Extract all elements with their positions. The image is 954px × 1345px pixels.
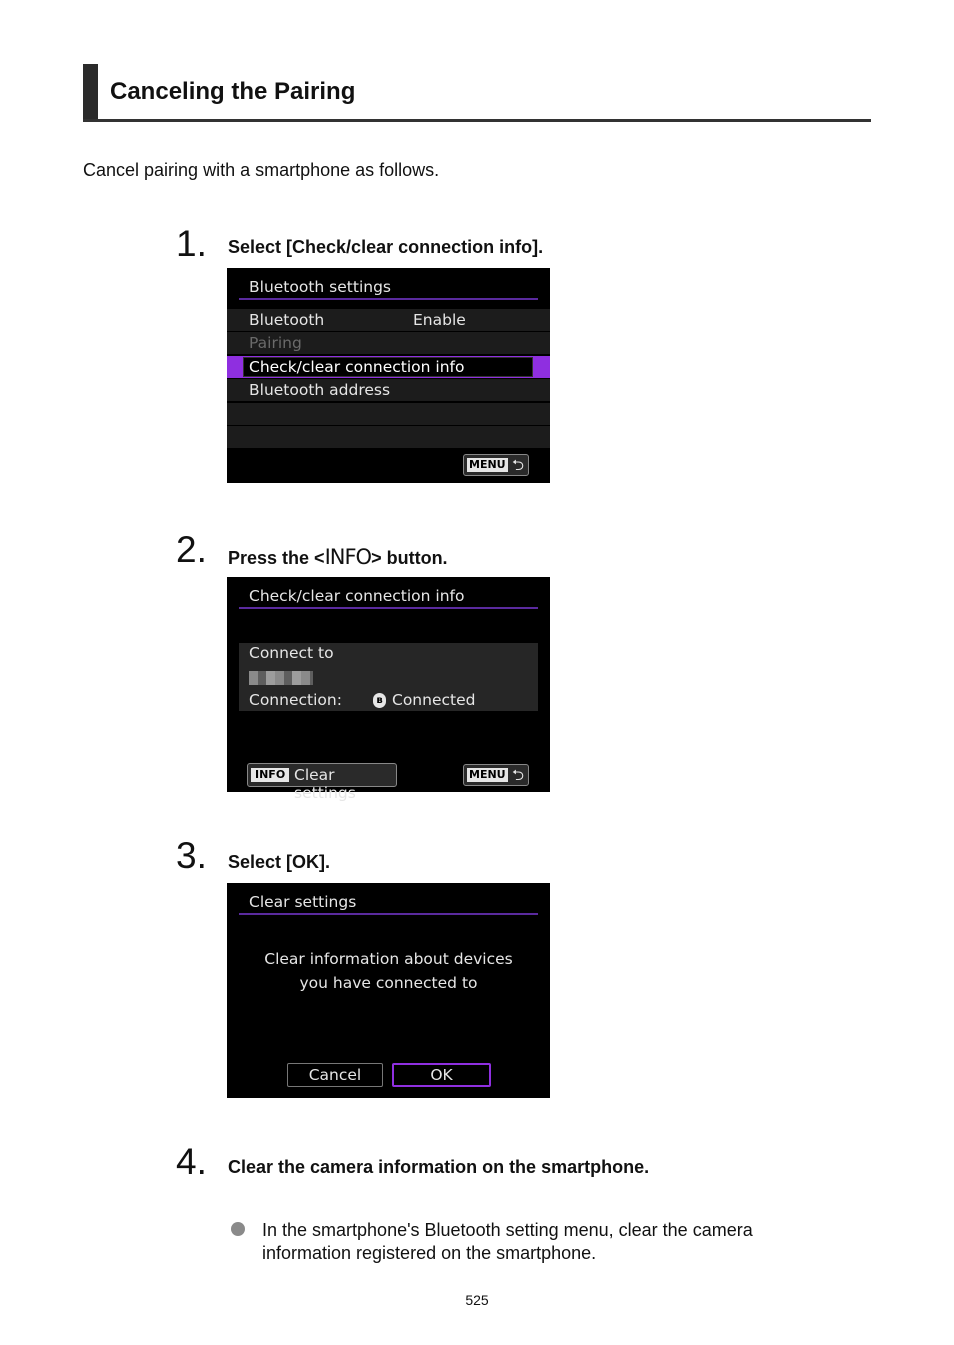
info-tag: INFO (251, 768, 289, 782)
info-clear-settings-button[interactable] (247, 763, 397, 802)
return-icon: ⮌ (511, 766, 524, 784)
step-2-text-after: > button. (371, 548, 448, 568)
page-number: 525 (465, 1292, 489, 1308)
title-divider (239, 298, 538, 300)
return-icon: ⮌ (511, 456, 524, 474)
menu-item-label: Pairing (249, 334, 302, 352)
step-2-text-before: Press the < (228, 548, 325, 568)
camera-screen-clear-settings (227, 883, 550, 1098)
camera-screen-connection-info (227, 577, 550, 802)
title-divider (239, 607, 538, 609)
menu-tag: MENU (469, 768, 506, 781)
menu-back-button[interactable] (463, 454, 529, 476)
cancel-button[interactable]: Cancel (287, 1063, 383, 1087)
menu-item-bluetooth[interactable] (227, 309, 550, 331)
intro-text: Cancel pairing with a smartphone as follows. (83, 160, 440, 180)
menu-tag: MENU (469, 458, 506, 471)
screen-title: Bluetooth settings (249, 278, 391, 296)
step-1-text: Select [Check/clear connection info]. (228, 237, 544, 257)
ok-button[interactable]: OK (392, 1063, 491, 1087)
section-title: Canceling the Pairing (110, 78, 356, 105)
menu-item-empty (227, 426, 550, 448)
step-3-number: 3. (176, 835, 207, 876)
info-button-icon: INFO (324, 545, 372, 569)
menu-item-bluetooth-address[interactable] (227, 379, 550, 401)
bullet-text: In the smartphone's Bluetooth setting menu, clear the camera information registered on the smartphone. (262, 1220, 753, 1263)
camera-screen-bluetooth-settings (227, 268, 550, 483)
section-heading (83, 64, 871, 122)
step-2-text (228, 545, 448, 569)
heading-bar (83, 64, 98, 119)
step-3-text: Select [OK]. (228, 852, 331, 872)
menu-back-button[interactable] (463, 764, 529, 786)
menu-item-value: Enable (413, 311, 466, 329)
menu-item-label: Bluetooth (249, 311, 325, 329)
bluetooth-icon: ʙ (373, 693, 386, 708)
connection-info-panel (239, 643, 538, 711)
connect-to-label: Connect to (249, 644, 334, 662)
menu-item-check-clear-connection-info[interactable] (227, 356, 550, 378)
menu-item-label: Bluetooth address (249, 381, 391, 399)
clear-settings-label: Clear settings (294, 766, 356, 802)
bullet-icon (231, 1222, 245, 1236)
step-1-number: 1. (176, 223, 207, 264)
step-4-text: Clear the camera information on the smartphone. (228, 1157, 650, 1177)
title-divider (239, 913, 538, 915)
step-4-number: 4. (176, 1141, 207, 1182)
screen-title: Check/clear connection info (249, 587, 465, 605)
connection-status-text: Connected (392, 691, 476, 709)
screen-title: Clear settings (249, 893, 357, 911)
device-name-pixelated (249, 671, 313, 685)
menu-item-pairing (227, 332, 550, 354)
connection-label: Connection: (249, 691, 342, 709)
menu-item-empty (227, 403, 550, 425)
dialog-message-line-2: you have connected to (299, 974, 478, 992)
connection-status (373, 691, 475, 709)
dialog-message-line-1: Clear information about devices (264, 950, 513, 968)
step-2-number: 2. (176, 529, 207, 570)
menu-item-label: Check/clear connection info (249, 358, 465, 376)
